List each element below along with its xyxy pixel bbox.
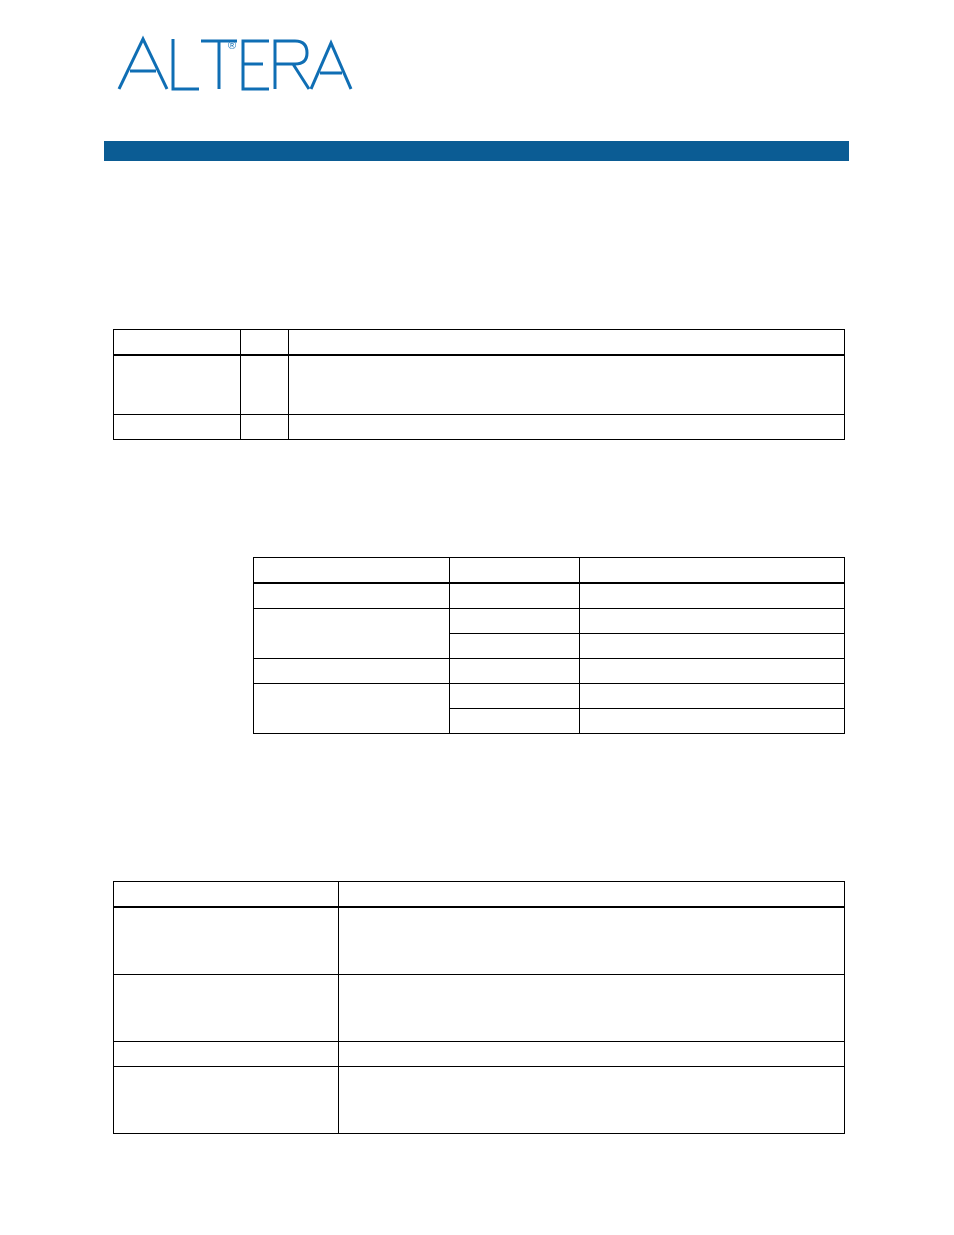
table-cell	[580, 583, 845, 609]
table-cell	[114, 355, 241, 415]
table-cell	[450, 659, 580, 684]
table-cell-merged	[254, 684, 450, 734]
table-three	[113, 881, 845, 1134]
table-cell	[450, 709, 580, 734]
column-header	[114, 882, 339, 908]
table-cell	[450, 609, 580, 634]
registered-trademark-icon: ®	[228, 40, 237, 52]
table-cell	[289, 355, 845, 415]
table-cell	[580, 684, 845, 709]
table-cell	[450, 634, 580, 659]
table-row	[254, 583, 845, 609]
table-cell	[580, 634, 845, 659]
table-cell-merged	[254, 609, 450, 659]
table-cell	[241, 415, 289, 440]
table-row	[114, 907, 845, 975]
table-header-row	[254, 558, 845, 584]
table-row	[254, 609, 845, 634]
table-cell	[450, 583, 580, 609]
column-header	[450, 558, 580, 584]
table-cell	[580, 659, 845, 684]
table-cell	[114, 415, 241, 440]
table-cell	[289, 415, 845, 440]
table-cell	[339, 975, 845, 1042]
table-cell	[254, 583, 450, 609]
table-cell	[339, 1042, 845, 1067]
column-header	[114, 330, 241, 356]
table-cell	[114, 1042, 339, 1067]
table-cell	[339, 1067, 845, 1134]
table-row	[114, 355, 845, 415]
table-cell	[241, 355, 289, 415]
table-cell	[339, 907, 845, 975]
table-cell	[114, 907, 339, 975]
table-row	[114, 975, 845, 1042]
table-row	[114, 1067, 845, 1134]
column-header	[339, 882, 845, 908]
table-cell	[254, 659, 450, 684]
table-row	[114, 1042, 845, 1067]
table-cell	[114, 1067, 339, 1134]
column-header	[580, 558, 845, 584]
table-header-row	[114, 330, 845, 356]
table-cell	[580, 609, 845, 634]
page-title-bar	[104, 141, 849, 161]
table-cell	[450, 684, 580, 709]
table-cell	[580, 709, 845, 734]
table-cell	[114, 975, 339, 1042]
table-header-row	[114, 882, 845, 908]
column-header	[289, 330, 845, 356]
table-row	[114, 415, 845, 440]
column-header	[241, 330, 289, 356]
table-row	[254, 684, 845, 709]
table-one	[113, 329, 845, 440]
table-row	[254, 659, 845, 684]
column-header	[254, 558, 450, 584]
table-two	[253, 557, 845, 734]
